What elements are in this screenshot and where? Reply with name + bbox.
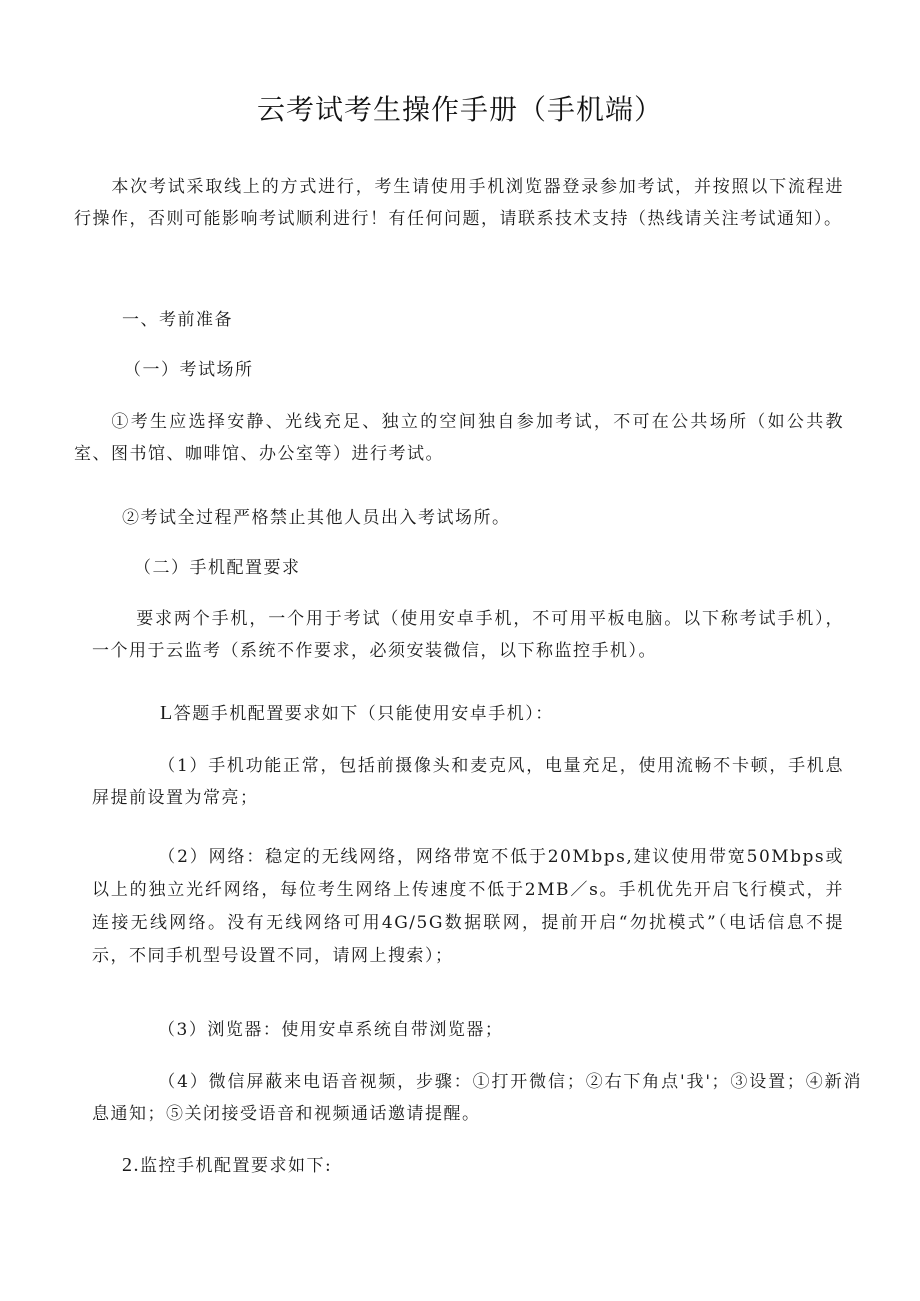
monitor-phone-heading <box>122 1151 332 1177</box>
document-title: 云考试考生操作手册（手机端） <box>256 93 663 126</box>
requirement-1: （1）手机功能正常，包括前摄像头和麦克风，电量充足，使用流畅不卡顿，手机息屏提前设置为常亮； <box>92 756 844 808</box>
requirement-4: （4）微信屏蔽来电语音视频，步骤：①打开微信；②右下角点'我'；③设置；④新消息通知；⑤关闭接受语音和视频通话邀请提醒。 <box>92 1072 862 1124</box>
requirement-3: （3）浏览器：使用安卓系统自带浏览器； <box>158 1020 504 1040</box>
list-marker-l: L <box>160 702 174 724</box>
list-marker-2: 2. <box>122 1154 140 1176</box>
section-heading-preparation: 一、考前准备 <box>122 310 233 330</box>
answer-phone-heading-text: 答题手机配置要求如下（只能使用安卓手机）： <box>173 704 554 724</box>
intro-paragraph: 本次考试采取线上的方式进行，考生请使用手机浏览器登录参加考试，并按照以下流程进行操作，否则可能影响考试顺利进行！有任何问题，请联系技术支持（热线请关注考试通知）。 <box>74 177 844 229</box>
requirement-2: （2）网络：稳定的无线网络，网络带宽不低于20Mbps,建议使用带宽50Mbps或以上的独立光纤网络，每位考生网络上传速度不低于2MB／s。手机优先开启飞行模式，并连接无线网络。没有无线网络可用4G/5G数据联网，提前开启“勿扰模式”（电话信息不提示，不同手机型号设置不同，请网上搜索）； <box>92 847 844 966</box>
answer-phone-heading <box>160 699 554 725</box>
venue-item-1: ①考生应选择安静、光线充足、独立的空间独自参加考试，不可在公共场所（如公共教室、图书馆、咖啡馆、办公室等）进行考试。 <box>74 412 844 464</box>
subsection-heading-venue: （一）考试场所 <box>124 360 254 380</box>
subsection-heading-phone-config: （二）手机配置要求 <box>134 558 301 578</box>
monitor-phone-heading-text: 监控手机配置要求如下: <box>140 1156 333 1176</box>
venue-item-2: ②考试全过程严格禁止其他人员出入考试场所。 <box>122 508 511 528</box>
phone-config-intro: 要求两个手机，一个用于考试（使用安卓手机，不可用平板电脑。以下称考试手机），一个用于云监考（系统不作要求，必须安装微信，以下称监控手机）。 <box>92 609 844 661</box>
